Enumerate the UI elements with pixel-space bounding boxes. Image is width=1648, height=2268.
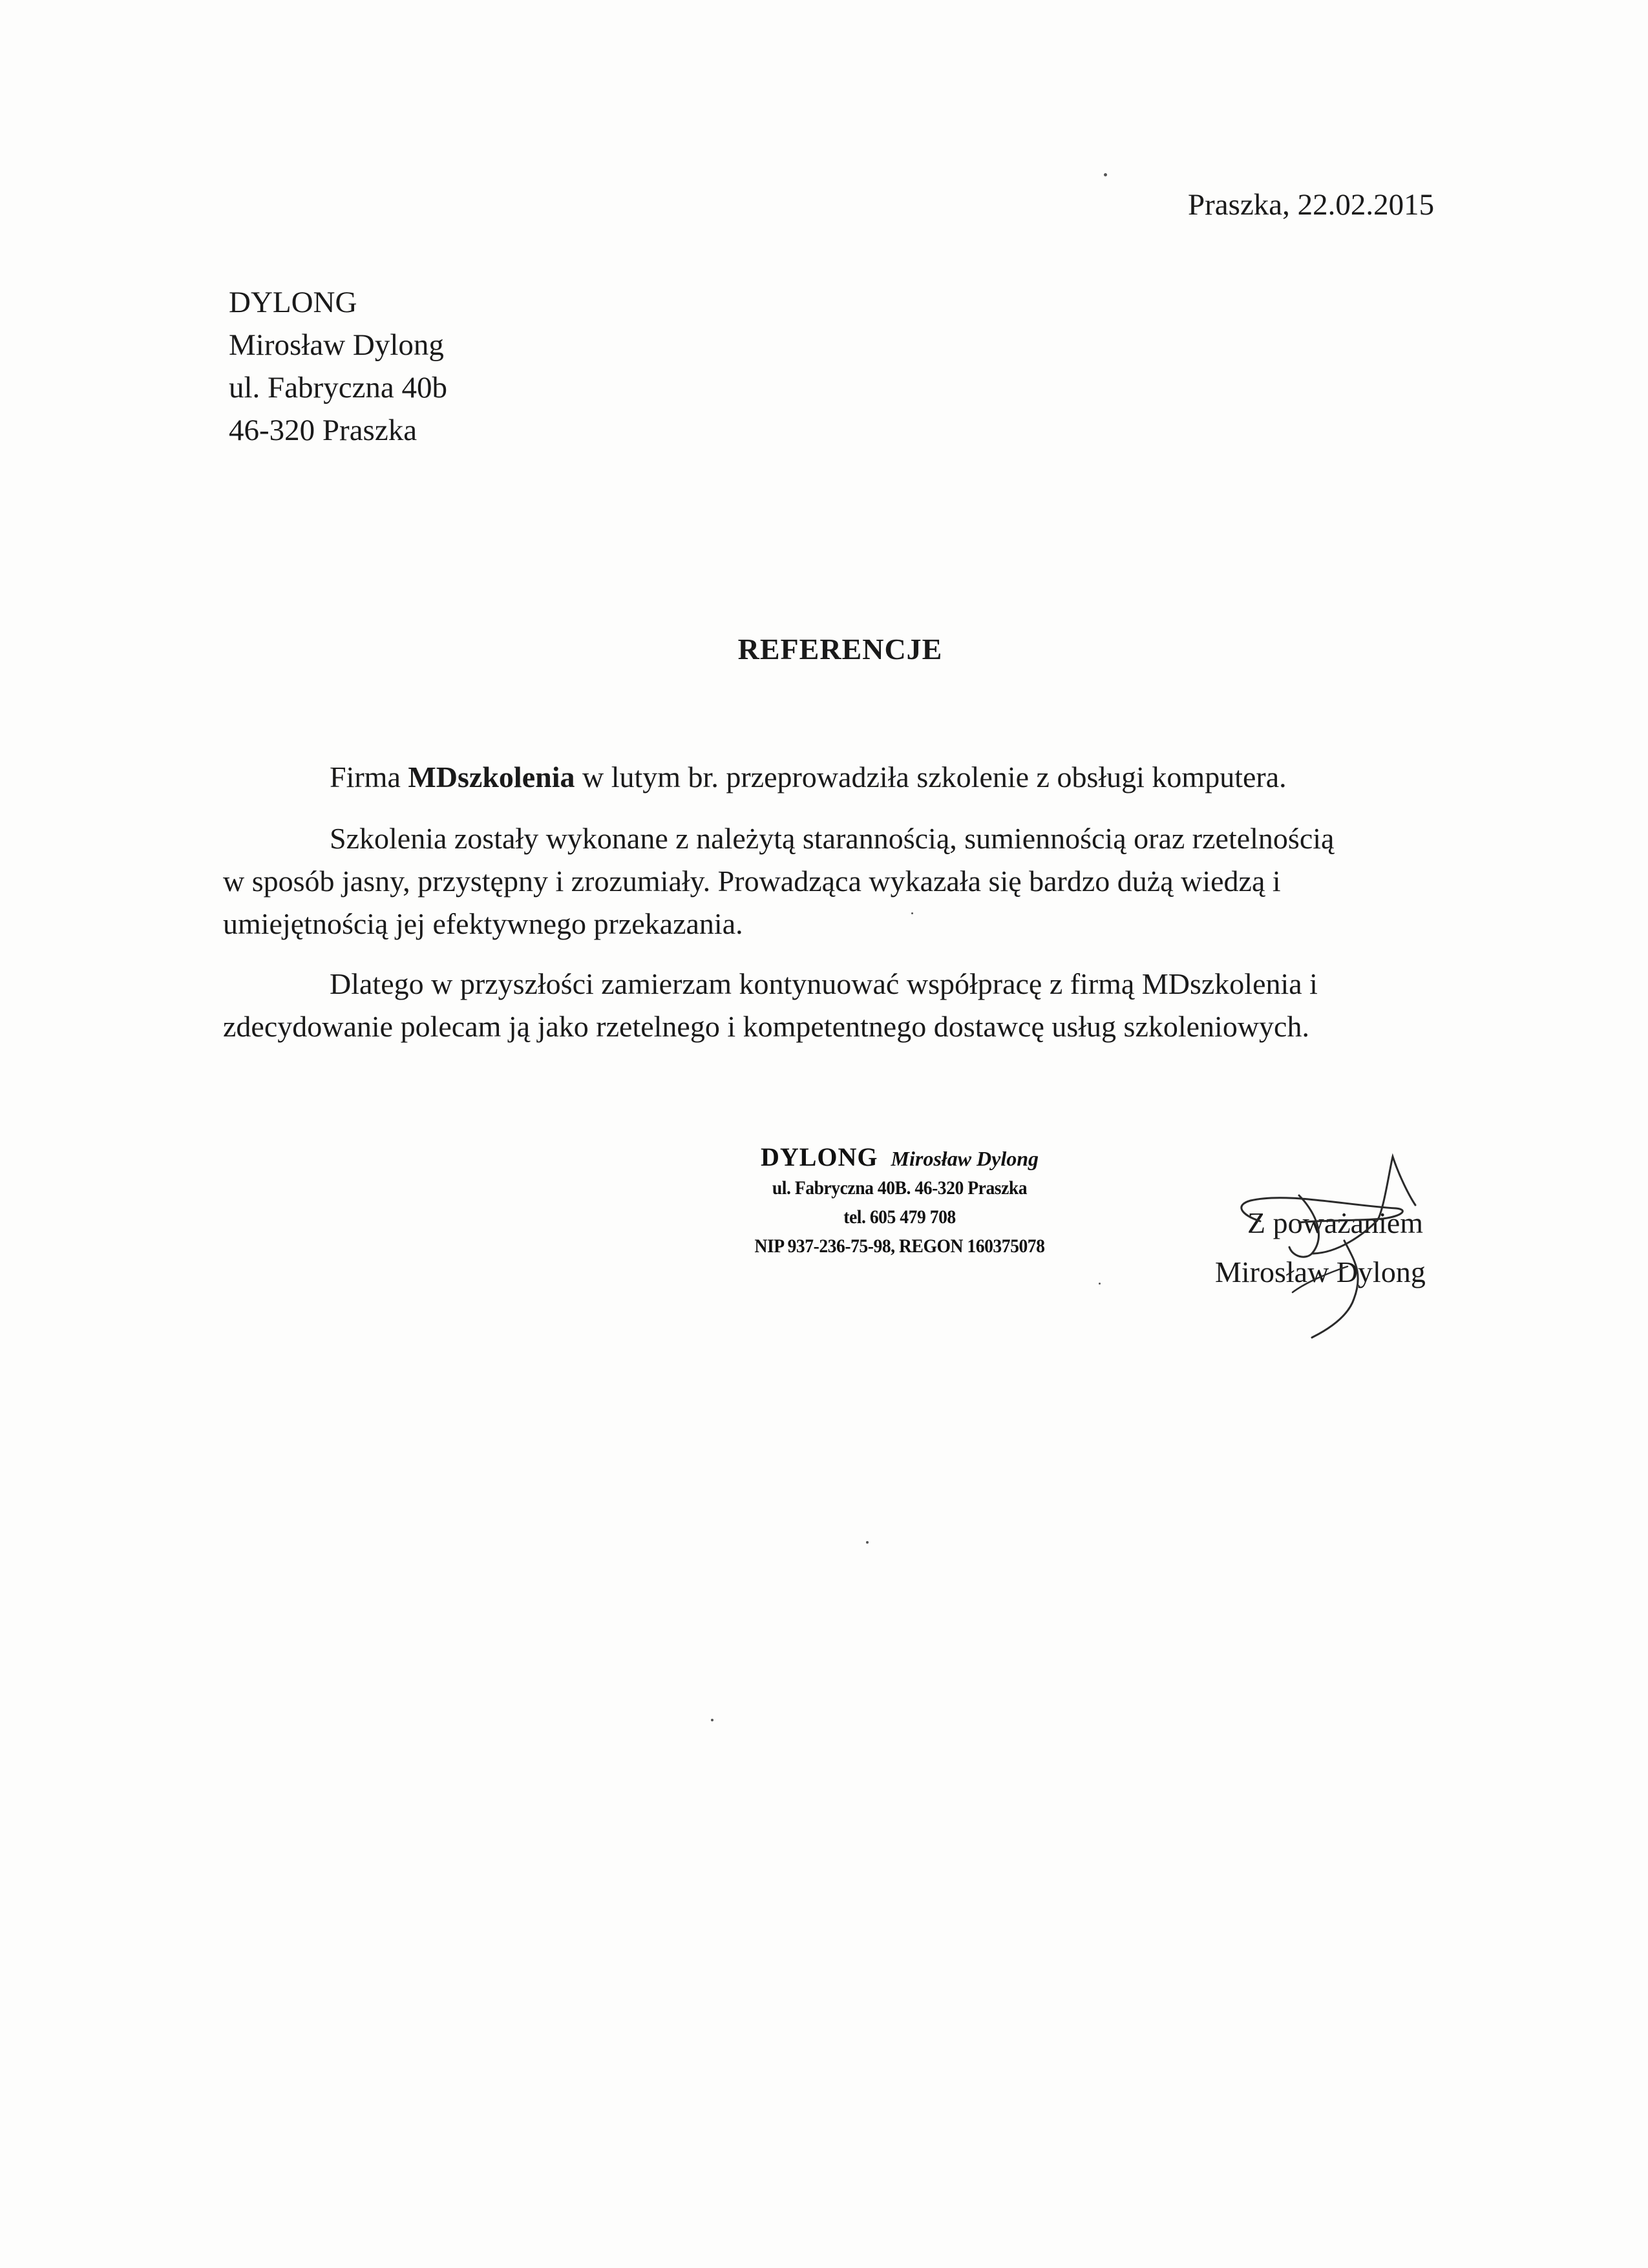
- sender-street: ul. Fabryczna 40b: [229, 371, 448, 404]
- paper-speck: [866, 1541, 869, 1544]
- p1-prefix: Firma: [330, 761, 408, 793]
- closing-signer: Mirosław Dylong: [1215, 1255, 1426, 1288]
- sender-company: DYLONG: [229, 286, 357, 319]
- p3-line-2: zdecydowanie polecam ją jako rzetelnego i kompetentnego dostawcę usług szkoleniowych.: [223, 1010, 1309, 1043]
- paragraph-1: [330, 756, 1287, 799]
- stamp-owner: Mirosław Dylong: [891, 1147, 1039, 1170]
- handwritten-signature: [1215, 1144, 1486, 1350]
- paragraph-2: [223, 817, 1334, 945]
- sender-city: 46-320 Praszka: [229, 414, 417, 447]
- p2-line-2: w sposób jasny, przystępny i zrozumiały. Prowadząca wykazała się bardzo dużą wiedzą i: [223, 865, 1281, 898]
- stamp-ids: NIP 937-236-75-98, REGON 160375078: [754, 1235, 1045, 1257]
- document-title: REFERENCJE: [737, 633, 943, 666]
- stamp-phone: tel. 605 479 708: [843, 1206, 956, 1228]
- stamp-company: DYLONG: [760, 1142, 878, 1171]
- paragraph-3: [223, 963, 1318, 1048]
- p1-brand: MDszkolenia: [408, 761, 575, 793]
- paper-speck: [1099, 1283, 1101, 1285]
- stamp-address: ul. Fabryczna 40B. 46-320 Praszka: [772, 1177, 1028, 1199]
- sender-address-block: [229, 281, 447, 452]
- paper-speck: [711, 1719, 713, 1721]
- company-stamp: [719, 1142, 1081, 1261]
- p3-line-1: Dlatego w przyszłości zamierzam kontynuować współpracę z firmą MDszkolenia i: [330, 967, 1318, 1000]
- p1-suffix: w lutym br. przeprowadziła szkolenie z obsługi komputera.: [575, 761, 1287, 793]
- paper-speck: [911, 912, 913, 914]
- sender-name: Mirosław Dylong: [229, 328, 444, 362]
- p2-line-3: umiejętnością jej efektywnego przekazania.: [223, 907, 743, 940]
- place-date: Praszka, 22.02.2015: [1188, 188, 1435, 222]
- paper-speck: [1104, 173, 1107, 176]
- p2-line-1: Szkolenia zostały wykonane z należytą starannością, sumiennością oraz rzetelnością: [330, 822, 1335, 855]
- closing-salutation: Z poważaniem: [1247, 1206, 1424, 1239]
